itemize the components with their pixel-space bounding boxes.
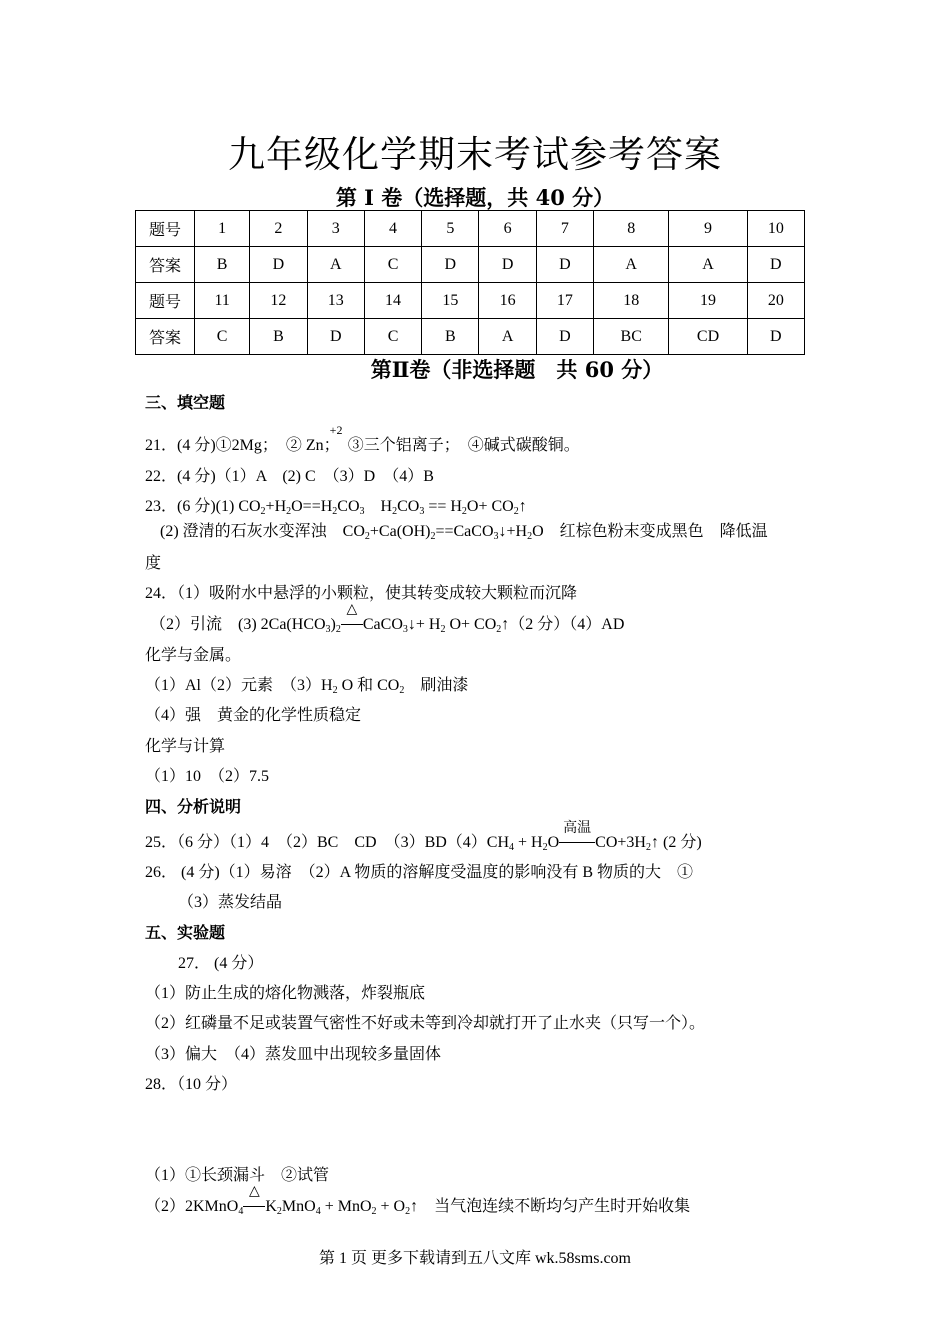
- answer-21: 21．(4 分)①2Mg； ② Zn； +2 ③三个铝离子； ④碱式碳酸铜。: [145, 423, 580, 454]
- answer-28-head: 28．（10 分）: [145, 1076, 238, 1093]
- page-title: 九年级化学期末考试参考答案: [228, 133, 722, 176]
- row-label: 题号: [136, 283, 195, 319]
- answer-26-line-1: 26． (4 分)（1）易溶 （2）A 物质的溶解度受温度的影响没有 B 物质的大 ①: [145, 864, 694, 881]
- answer-23-line-2: (2) 澄清的石灰水变浑浊 $CO_2+Ca(OH)_2==CaCO_3↓+H_2O$ 红棕色粉末变成黑色 降低温: [160, 523, 768, 542]
- answer-27-line-3: （3）偏大 （4）蒸发皿中出现较多量固体: [145, 1046, 442, 1063]
- table-row: 答案 B D A C D D D A A D: [136, 247, 805, 283]
- row-label: 答案: [136, 247, 195, 283]
- answer-24-line-2: （2）引流 (3) $2Ca(HCO_3)_2$ △ CaCO$_3$↓+ $H_2$ $O+ CO_2↑(2$ 分）（4）AD: [150, 602, 625, 635]
- answer-25: 25．（6 分）（1）4 （2）BC CD $(3)BD(4)CH_4 + H_2O$ 高温 $CO+3H_2↑$ (2 分): [145, 821, 702, 853]
- page-footer: 第 1 页 更多下载请到五八文库 wk.58sms.com: [318, 1250, 631, 1267]
- answer-27-line-1: （1）防止生成的熔化物溅落，炸裂瓶底: [145, 985, 426, 1002]
- high-temp-condition: 高温: [559, 834, 595, 852]
- calc-title: 化学与计算: [145, 738, 226, 755]
- charge-label: +2: [329, 423, 343, 437]
- heat-condition: △: [341, 616, 363, 634]
- answer-24-line-1: 24．（1）吸附水中悬浮的小颗粒，使其转变成较大颗粒而沉降: [145, 585, 578, 602]
- row-label: 题号: [136, 211, 195, 247]
- metal-title: 化学与金属。: [145, 647, 242, 664]
- answer-23-line-3: 度: [145, 555, 162, 572]
- metal-line-1: （1）Al（2）元素 $(3)H_2$ O 和 $CO_2$ 刷油漆: [145, 677, 469, 696]
- row-label: 答案: [136, 319, 195, 355]
- answer-28-line-1: （1）①长颈漏斗 ②试管: [145, 1167, 330, 1184]
- heading-fill-blank: 三、填空题: [145, 395, 226, 412]
- answer-28-line-2: （2）2KMnO$_4$ △ $K_2MnO_4 + MnO_2$ + $O_2↑$ 当气泡连续不断均匀产生时开始收集: [145, 1184, 691, 1217]
- answer-23-line-1: 23．(6 分)(1) $CO_2+H_2O==H_2CO_3$ $H_2CO_3 == H_2O+$ $CO_2↑$: [145, 498, 527, 517]
- answer-27-head: 27． (4 分）: [178, 955, 264, 972]
- answer-27-line-2: （2）红磷量不足或装置气密性不好或未等到冷却就打开了止水夹（只写一个）。: [145, 1015, 706, 1032]
- heading-experiment: 五、实验题: [145, 925, 226, 942]
- table-row: 题号 11 12 13 14 15 16 17 18 19 20: [136, 283, 805, 319]
- heading-analysis: 四、分析说明: [145, 799, 242, 816]
- metal-line-2: （4）强 黄金的化学性质稳定: [145, 707, 362, 724]
- table-row: 题号 1 2 3 4 5 6 7 8 9 10: [136, 211, 805, 247]
- answer-22: 22．(4 分)（1）A (2) C （3）D （4）B: [145, 468, 434, 485]
- calc-line-1: （1）10 （2）7.5: [145, 768, 270, 785]
- answer-table: [135, 210, 805, 355]
- section-1-title: 第 I 卷（选择题，共 40 分）: [335, 185, 615, 210]
- section-2-title: 第Ⅱ卷（非选择题 共 60 分）: [370, 357, 664, 382]
- table-row: 答案 C B D C B A D BC CD D: [136, 319, 805, 355]
- answer-26-line-2: （3）蒸发结晶: [178, 894, 283, 911]
- heat-condition: △: [243, 1198, 265, 1216]
